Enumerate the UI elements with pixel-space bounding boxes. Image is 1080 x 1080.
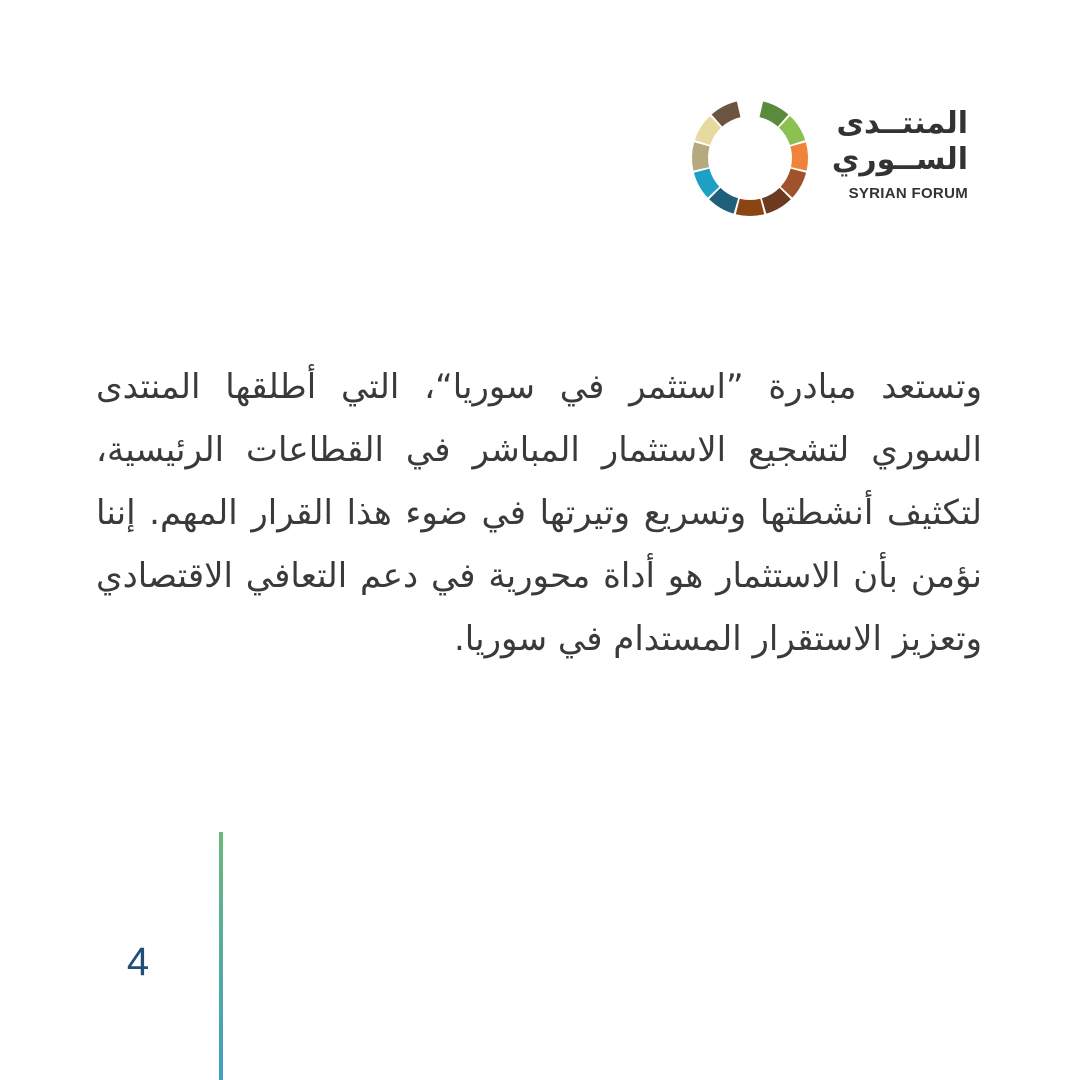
logo-ring-segment [715, 194, 736, 206]
logo-ring-segment [787, 171, 799, 192]
logo-ring-segment [764, 194, 785, 206]
logo-wordmark [822, 106, 968, 204]
syrian-forum-logo [688, 96, 978, 224]
logo-ring-segment [700, 144, 702, 168]
logo-ring-segment [717, 109, 739, 120]
body-paragraph: وتستعد مبادرة ”استثمر في سوريا“، التي أطلقها المنتدى السوري لتشجيع الاستثمار المباشر في القطاعات الرئيسية، لتكثيف أنشطتها وتسريع وتيرتها في ضوء هذا القرار المهم. إننا نؤمن بأن الاستثمار هو أداة محورية في دعم التعافي الاقتصادي وتعزيز الاستقرار المستدام في سوريا. [96, 367, 982, 659]
logo-arabic-line-2: الســوري [831, 142, 968, 177]
logo-ring-segment [702, 122, 715, 143]
logo-ring-icon [688, 96, 812, 220]
logo-ring-segment [702, 171, 714, 192]
logo-english-name: SYRIAN FORUM [848, 185, 968, 202]
logo-ring-segment [761, 109, 783, 120]
logo-ring-segment [738, 206, 762, 208]
page-number: 4 [126, 940, 150, 984]
logo-arabic-line-1: المنتــدى [836, 106, 968, 141]
logo-ring-segment [785, 122, 798, 143]
vertical-divider [219, 832, 223, 1080]
logo-ring-segment [798, 144, 800, 168]
